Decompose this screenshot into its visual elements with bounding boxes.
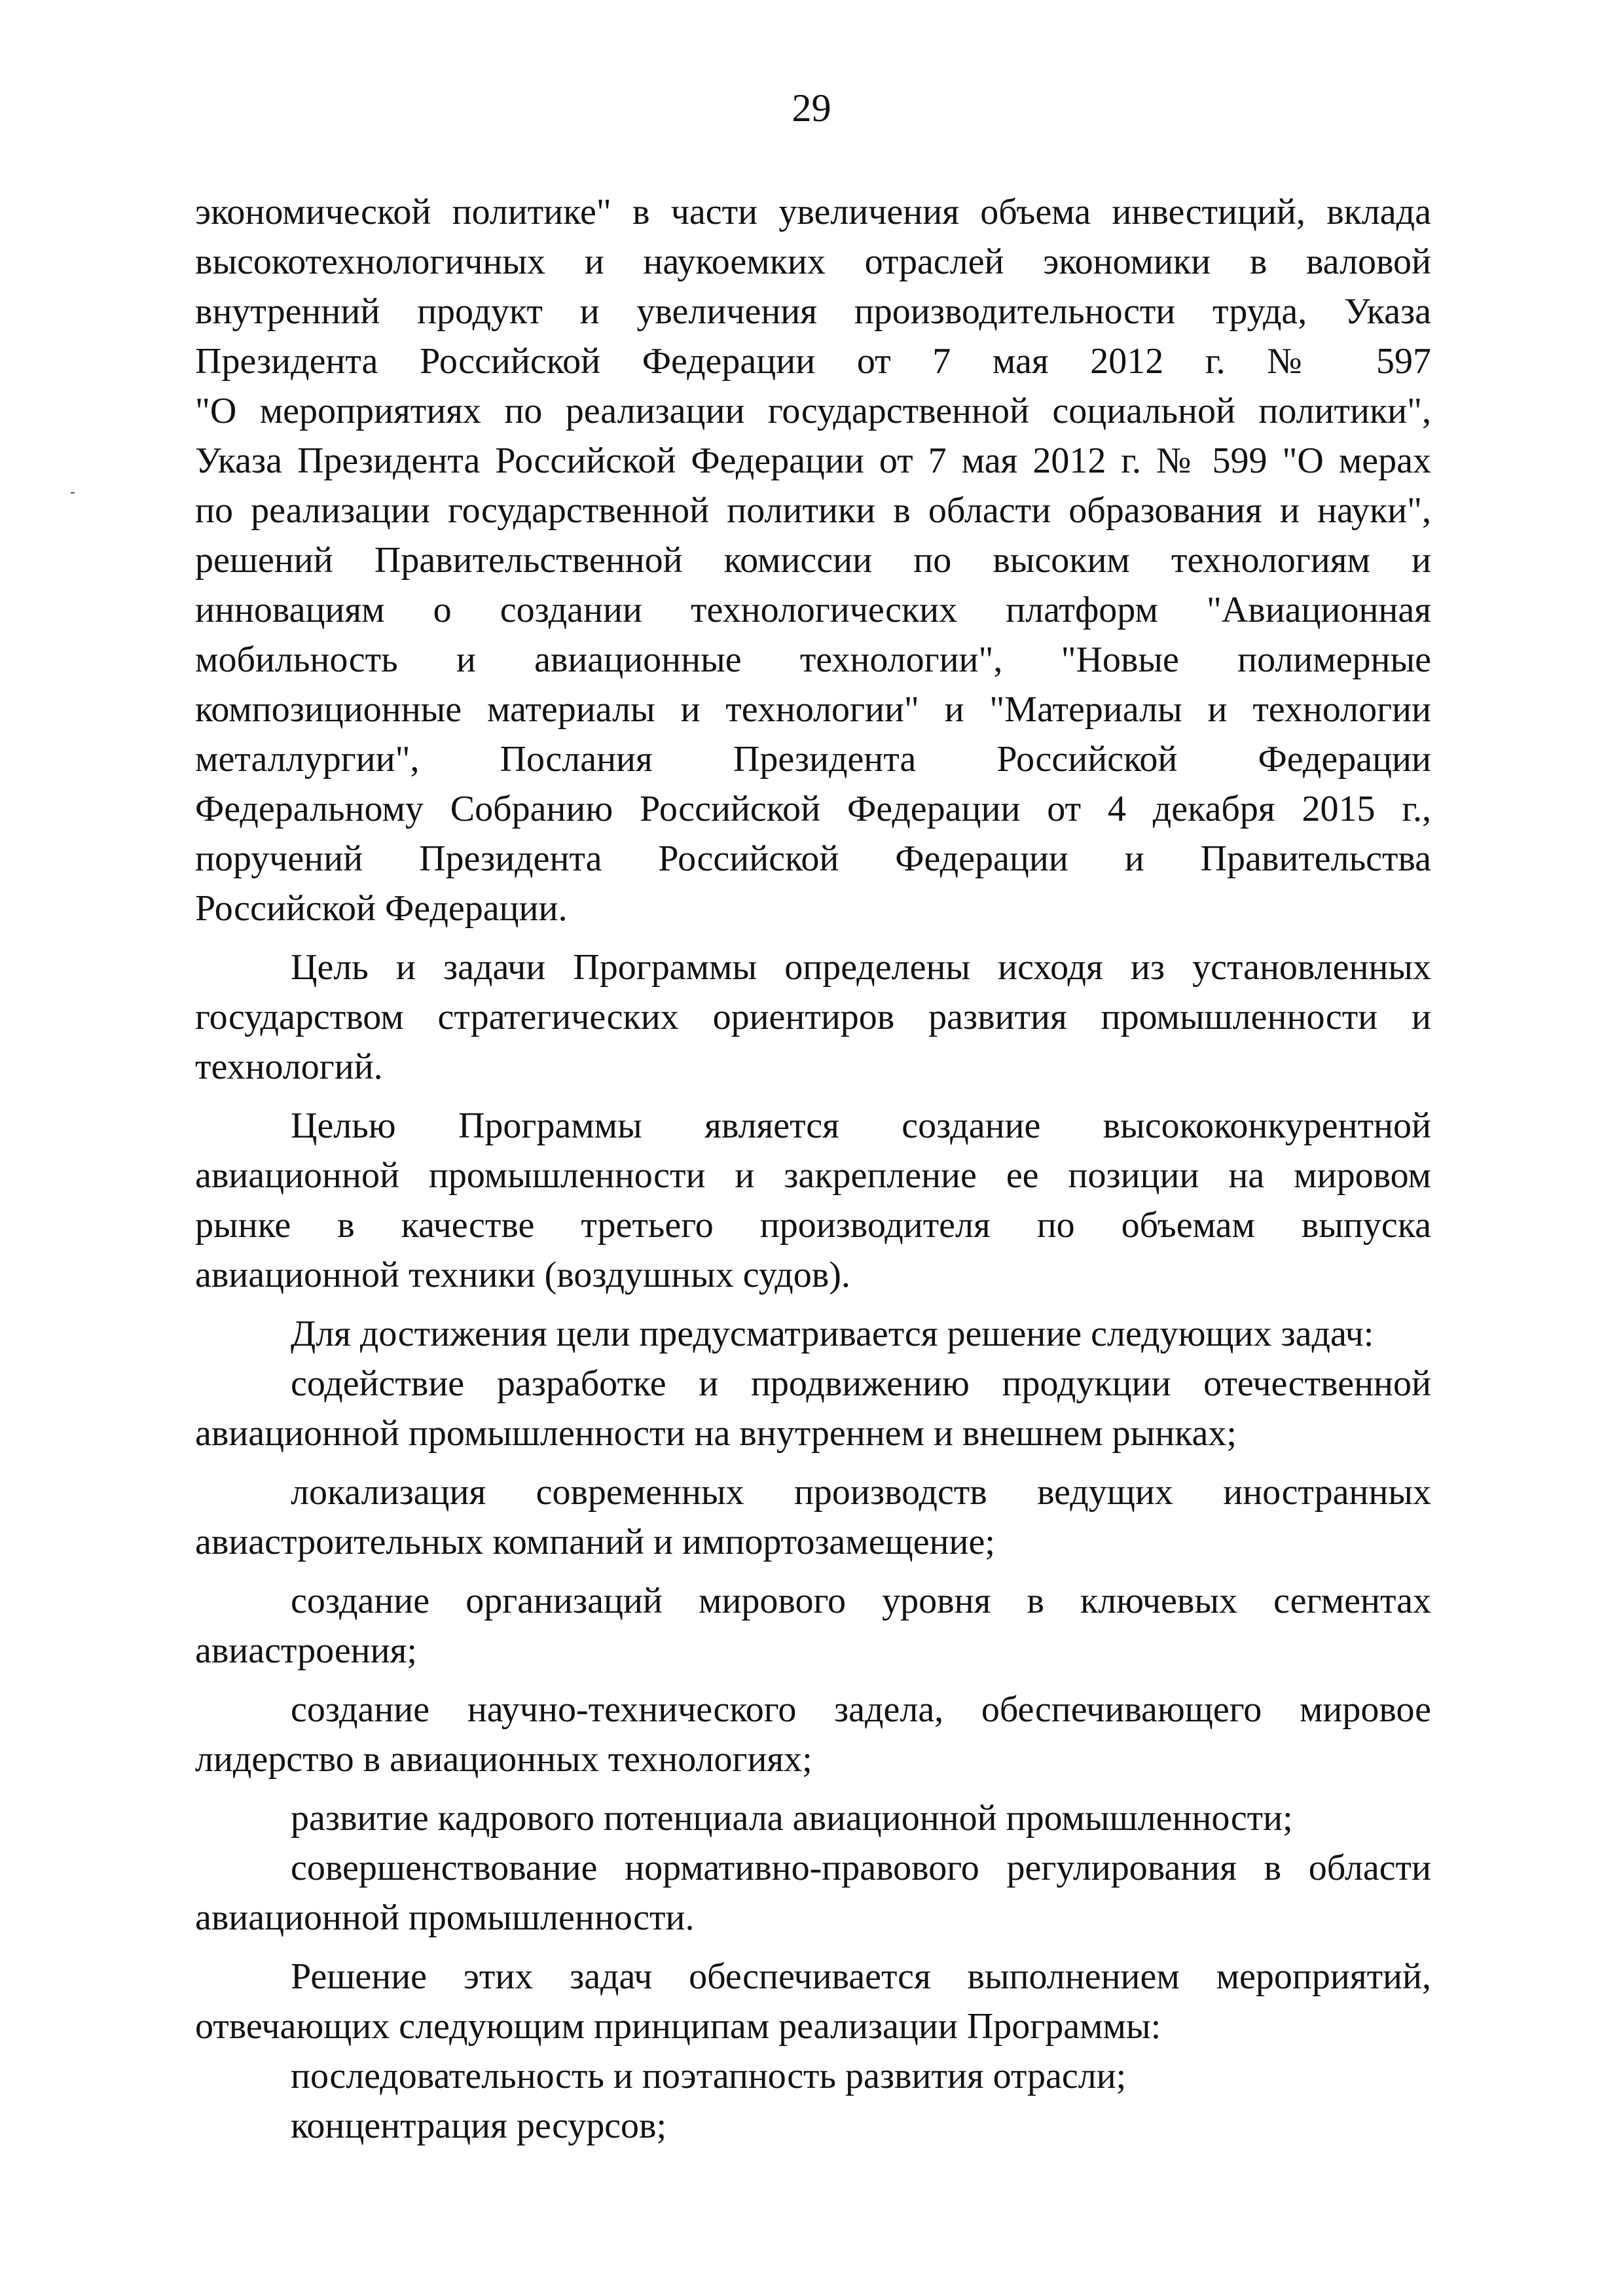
paragraph-program-goal (195, 1101, 1431, 1300)
text-line: Для достижения цели предусматривается решение следующих задач: (291, 1314, 1374, 1354)
text-line: Цель и задачи Программы определены исходя из установленных (291, 947, 1431, 988)
document-body (195, 187, 1431, 2151)
text-line: авиационной промышленности. (195, 1897, 695, 1938)
text-line: авиационной промышленности и закрепление ее позиции на мировом (195, 1155, 1431, 1196)
text-line: Российской Федерации. (195, 888, 568, 929)
text-line: рынке в качестве третьего производителя по объемам выпуска (195, 1205, 1431, 1246)
text-line: авиастроительных компаний и импортозамещение; (195, 1522, 995, 1562)
list-item-principle (195, 2051, 1431, 2101)
text-line: авиационной техники (воздушных судов). (195, 1255, 850, 1295)
text-line: по реализации государственной политики в области образования и науки", (195, 490, 1431, 531)
text-line: авиастроения; (195, 1630, 417, 1671)
text-line: решений Правительственной комиссии по высоким технологиям и (195, 540, 1431, 581)
text-line: Решение этих задач обеспечивается выполнением мероприятий, (291, 1956, 1431, 1997)
paragraph-continuation (195, 187, 1431, 933)
text-line: авиационной промышленности на внутреннем и внешнем рынках; (195, 1413, 1237, 1454)
text-line: инновациям о создании технологических платформ "Авиационная (195, 590, 1431, 630)
text-line: государством стратегических ориентиров развития промышленности и (195, 997, 1431, 1037)
text-line: композиционные материалы и технологии" и "Материалы и технологии (195, 689, 1431, 730)
text-line: развитие кадрового потенциала авиационной промышленности; (291, 1798, 1293, 1839)
text-line: совершенствование нормативно-правового регулирования в области (291, 1848, 1431, 1888)
text-line: металлургии", Послания Президента Российской Федерации (195, 739, 1431, 780)
text-line: поручений Президента Российской Федерации и Правительства (195, 838, 1431, 879)
text-line: экономической политике" в части увеличения объема инвестиций, вклада (195, 192, 1431, 232)
list-item-task (195, 1359, 1431, 1458)
list-item-task (195, 1467, 1431, 1567)
text-line: Федеральному Собранию Российской Федерации от 4 декабря 2015 г., (195, 789, 1431, 829)
text-line: мобильность и авиационные технологии", "Новые полимерные (195, 639, 1431, 680)
text-line: создание организаций мирового уровня в ключевых сегментах (291, 1581, 1431, 1621)
text-line: создание научно-технического задела, обеспечивающего мировое (291, 1689, 1431, 1730)
text-line: Целью Программы является создание высококонкурентной (291, 1105, 1431, 1146)
text-line: последовательность и поэтапность развития отрасли; (291, 2056, 1127, 2096)
list-item-task (195, 1576, 1431, 1676)
text-line: отвечающих следующим принципам реализации Программы: (195, 2006, 1161, 2047)
paragraph-tasks-intro (195, 1309, 1431, 1359)
list-item-principle (195, 2101, 1431, 2151)
list-item-task (195, 1843, 1431, 1943)
paragraph-goal-basis (195, 942, 1431, 1092)
text-line: содействие разработке и продвижению продукции отечественной (291, 1363, 1431, 1404)
text-line: локализация современных производств ведущих иностранных (291, 1472, 1431, 1513)
paragraph-principles-intro (195, 1952, 1431, 2051)
page-number: 29 (792, 86, 831, 130)
text-line: лидерство в авиационных технологиях; (195, 1739, 812, 1780)
text-line: внутренний продукт и увеличения производительности труда, Указа (195, 291, 1431, 332)
list-item-task (195, 1685, 1431, 1784)
text-line: Указа Президента Российской Федерации от 7 мая 2012 г. № 599 "О мерах (195, 440, 1431, 481)
text-line: концентрация ресурсов; (291, 2106, 667, 2146)
list-item-task (195, 1793, 1431, 1843)
text-line: Президента Российской Федерации от 7 мая 2012 г. № 597 (195, 341, 1431, 382)
text-line: технологий. (195, 1047, 383, 1087)
margin-mark (71, 492, 75, 493)
text-line: высокотехнологичных и наукоемких отраслей экономики в валовой (195, 242, 1431, 282)
text-line: "О мероприятиях по реализации государственной социальной политики", (195, 391, 1431, 431)
